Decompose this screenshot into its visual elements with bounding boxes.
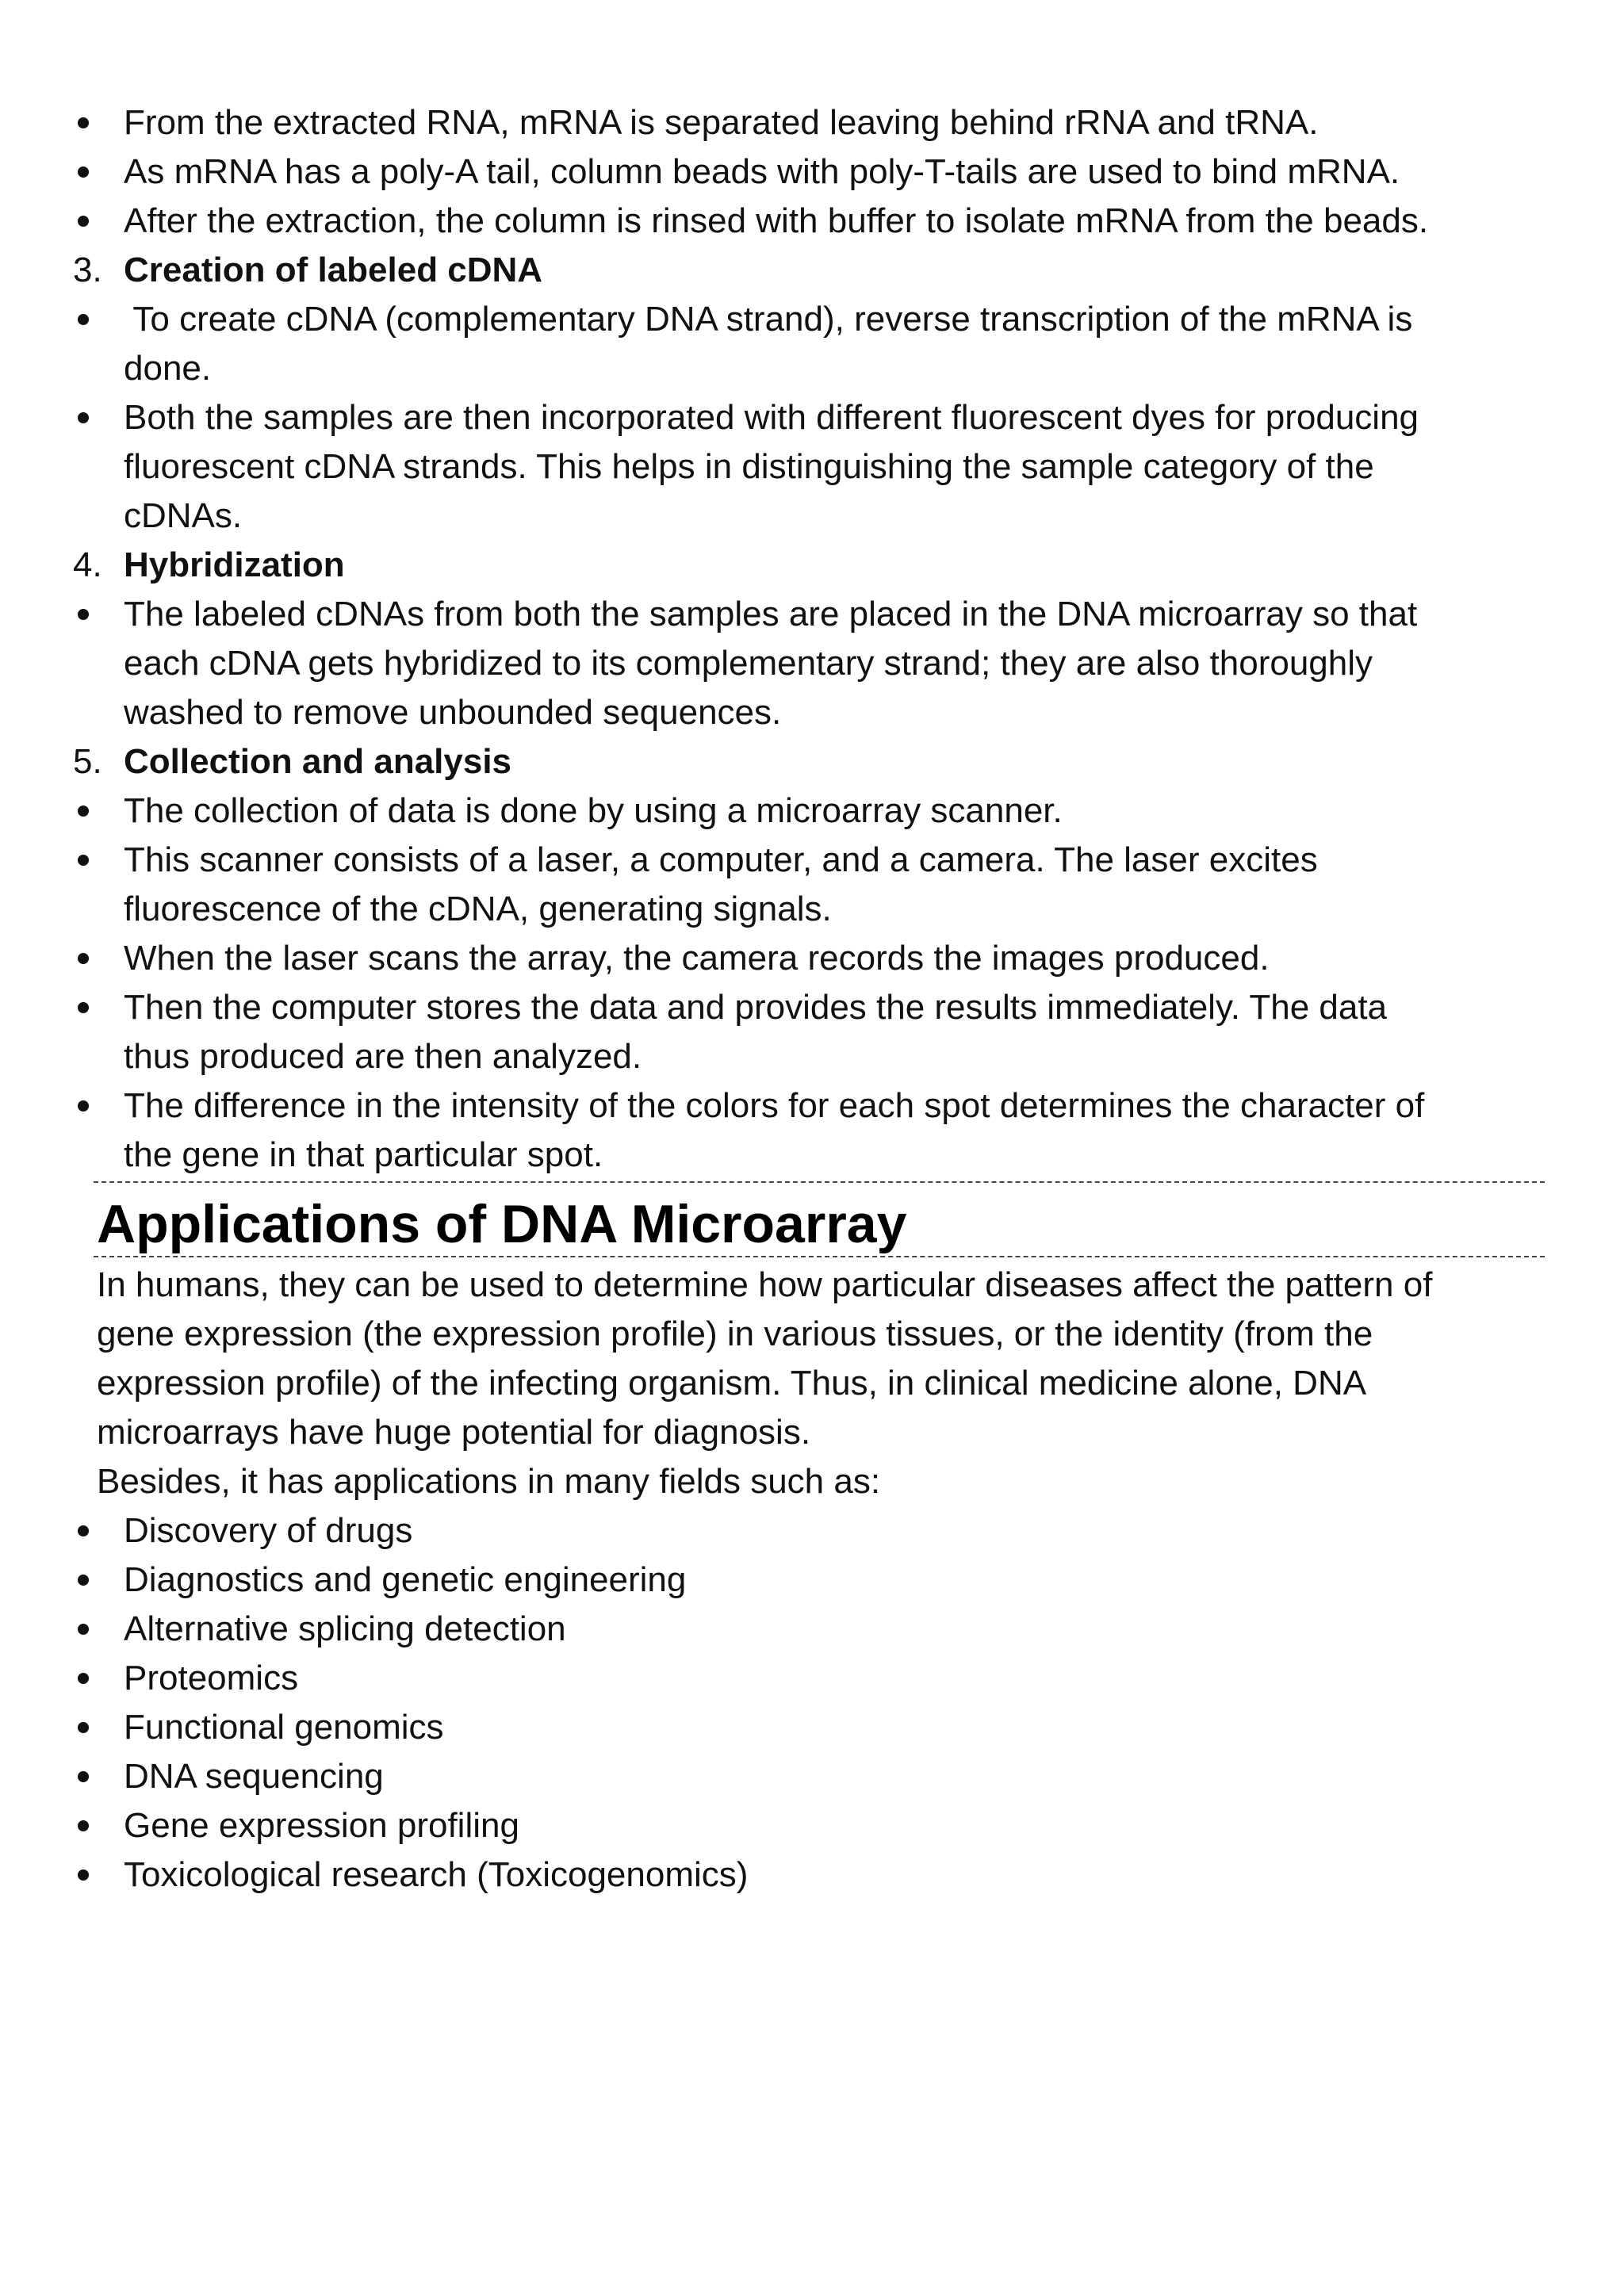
- step2-bullet-2: As mRNA has a poly-A tail, column beads with poly-T-tails are used to bind mRNA.: [124, 152, 1400, 191]
- bullet-dot: [78, 1624, 89, 1635]
- bullet-dot: [78, 953, 89, 964]
- bullet-dot: [78, 1869, 89, 1881]
- heading-top-rule: [94, 1181, 1545, 1183]
- applications-paragraph-line-3: expression profile) of the infecting organism. Thus, in clinical medicine alone, DNA: [97, 1364, 1367, 1402]
- step5-bullet-2-line-2: fluorescence of the cDNA, generating signals.: [124, 890, 832, 928]
- application-item: Functional genomics: [124, 1708, 444, 1747]
- step3-title: Creation of labeled cDNA: [124, 251, 543, 289]
- bullet-dot: [78, 1002, 89, 1013]
- step4-number: 4.: [73, 545, 102, 584]
- bullet-dot: [78, 1673, 89, 1684]
- bullet-dot: [78, 1722, 89, 1733]
- application-item: Alternative splicing detection: [124, 1609, 566, 1648]
- step3-bullet-1-line-1: To create cDNA (complementary DNA strand), reverse transcription of the mRNA is: [124, 300, 1413, 339]
- applications-intro: Besides, it has applications in many fields such as:: [97, 1462, 881, 1501]
- applications-heading: Applications of DNA Microarray: [97, 1194, 907, 1254]
- bullet-dot: [78, 1525, 89, 1536]
- bullet-dot: [78, 855, 89, 866]
- step3-number: 3.: [73, 251, 102, 289]
- step5-bullet-4-line-1: Then the computer stores the data and provides the results immediately. The data: [124, 988, 1388, 1027]
- step5-bullet-3: When the laser scans the array, the camera records the images produced.: [124, 939, 1270, 978]
- bullet-dot: [78, 806, 89, 817]
- bullet-dot: [78, 1771, 89, 1782]
- bullet-dot: [78, 216, 89, 227]
- bullet-dot: [78, 412, 89, 423]
- bullet-dot: [78, 117, 89, 128]
- step3-bullet-2-line-3: cDNAs.: [124, 496, 243, 535]
- step2-bullet-3: After the extraction, the column is rinsed with buffer to isolate mRNA from the beads.: [124, 201, 1429, 240]
- application-item: Gene expression profiling: [124, 1806, 519, 1845]
- applications-paragraph-line-1: In humans, they can be used to determine how particular diseases affect the pattern of: [97, 1265, 1433, 1304]
- application-item: DNA sequencing: [124, 1757, 384, 1796]
- step5-bullet-1: The collection of data is done by using a microarray scanner.: [124, 791, 1063, 830]
- bullet-dot: [78, 1575, 89, 1586]
- step4-bullet-1-line-3: washed to remove unbounded sequences.: [124, 693, 782, 732]
- heading-bottom-rule: [94, 1256, 1545, 1257]
- bullet-dot: [78, 1820, 89, 1831]
- bullet-dot: [78, 314, 89, 325]
- applications-paragraph-line-2: gene expression (the expression profile) in various tissues, or the identity (from the: [97, 1314, 1373, 1353]
- step3-bullet-2-line-2: fluorescent cDNA strands. This helps in distinguishing the sample category of the: [124, 447, 1374, 486]
- step5-bullet-4-line-2: thus produced are then analyzed.: [124, 1037, 642, 1076]
- applications-paragraph-line-4: microarrays have huge potential for diagnosis.: [97, 1413, 811, 1452]
- step5-bullet-2-line-1: This scanner consists of a laser, a computer, and a camera. The laser excites: [124, 840, 1318, 879]
- bullet-dot: [78, 1100, 89, 1112]
- application-item: Discovery of drugs: [124, 1511, 413, 1550]
- step4-title: Hybridization: [124, 545, 345, 584]
- application-item: Diagnostics and genetic engineering: [124, 1560, 687, 1599]
- bullet-dot: [78, 609, 89, 620]
- bullet-dot: [78, 166, 89, 178]
- step4-bullet-1-line-2: each cDNA gets hybridized to its complementary strand; they are also thoroughly: [124, 644, 1373, 683]
- step3-bullet-1-line-2: done.: [124, 349, 212, 388]
- step2-bullet-1: From the extracted RNA, mRNA is separated leaving behind rRNA and tRNA.: [124, 103, 1319, 142]
- step5-title: Collection and analysis: [124, 742, 512, 781]
- step5-bullet-5-line-2: the gene in that particular spot.: [124, 1135, 603, 1174]
- step5-bullet-5-line-1: The difference in the intensity of the colors for each spot determines the character of: [124, 1086, 1425, 1125]
- step3-bullet-2-line-1: Both the samples are then incorporated with different fluorescent dyes for producing: [124, 398, 1419, 437]
- application-item: Proteomics: [124, 1659, 299, 1697]
- step5-number: 5.: [73, 742, 102, 781]
- application-item: Toxicological research (Toxicogenomics): [124, 1855, 749, 1894]
- step4-bullet-1-line-1: The labeled cDNAs from both the samples are placed in the DNA microarray so that: [124, 595, 1418, 633]
